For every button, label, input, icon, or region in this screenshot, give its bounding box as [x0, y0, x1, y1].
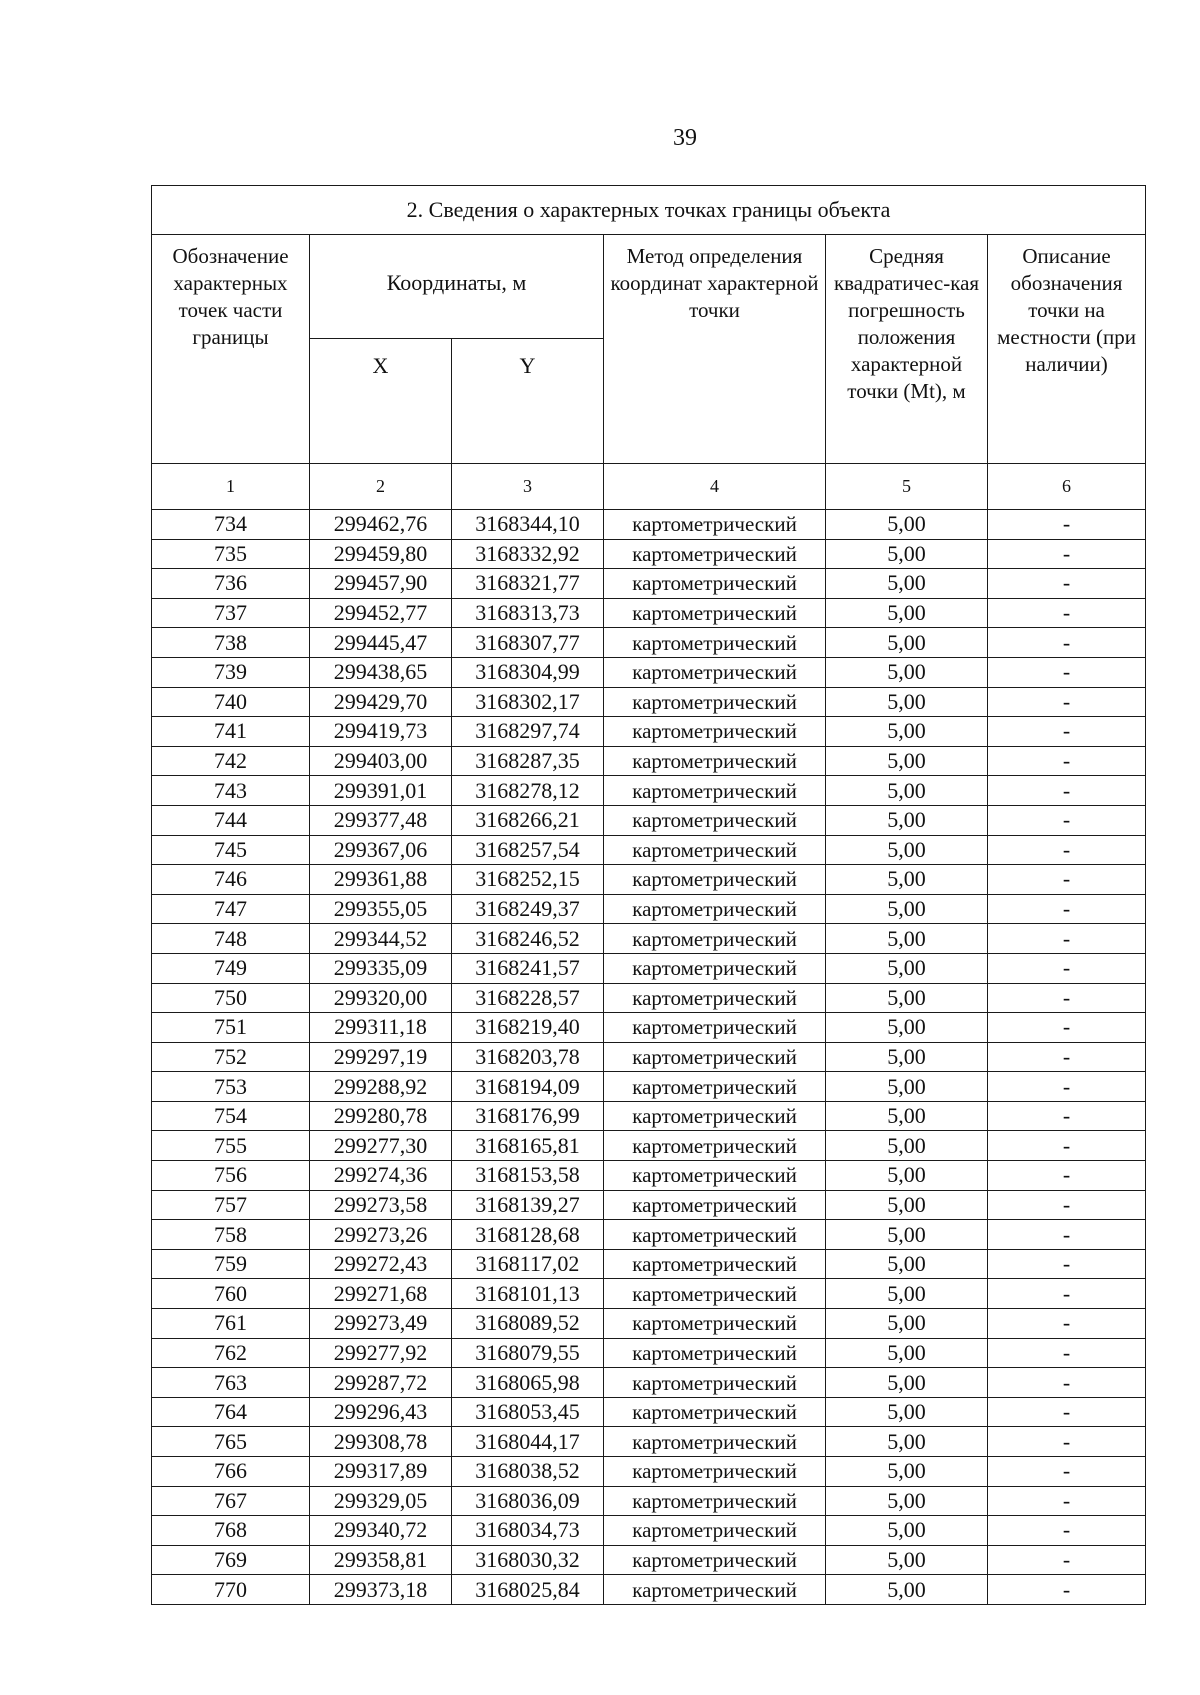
table-row — [152, 746, 1146, 776]
method-cell: картометрический — [604, 1279, 826, 1309]
column-numbers-row — [152, 464, 1146, 510]
method-cell: картометрический — [604, 1309, 826, 1339]
x-coordinate-cell: 299377,48 — [310, 805, 452, 835]
x-coordinate-cell: 299271,68 — [310, 1279, 452, 1309]
x-coordinate-cell: 299273,58 — [310, 1190, 452, 1220]
error-cell: 5,00 — [826, 628, 988, 658]
description-cell: - — [988, 1101, 1146, 1131]
point-id-cell: 761 — [152, 1309, 310, 1339]
page-number: 39 — [673, 125, 697, 151]
description-cell: - — [988, 1486, 1146, 1516]
method-cell: картометрический — [604, 776, 826, 806]
x-coordinate-cell: 299391,01 — [310, 776, 452, 806]
x-coordinate-cell: 299340,72 — [310, 1516, 452, 1546]
description-cell: - — [988, 1457, 1146, 1487]
point-id-cell: 739 — [152, 657, 310, 687]
point-id-cell: 766 — [152, 1457, 310, 1487]
description-cell: - — [988, 569, 1146, 599]
x-coordinate-cell: 299317,89 — [310, 1457, 452, 1487]
description-cell: - — [988, 687, 1146, 717]
x-coordinate-cell: 299361,88 — [310, 865, 452, 895]
method-cell: картометрический — [604, 1042, 826, 1072]
point-id-cell: 764 — [152, 1397, 310, 1427]
error-cell: 5,00 — [826, 598, 988, 628]
method-cell: картометрический — [604, 1072, 826, 1102]
description-cell: - — [988, 1072, 1146, 1102]
header-y: Y — [452, 339, 604, 464]
point-id-cell: 755 — [152, 1131, 310, 1161]
point-id-cell: 768 — [152, 1516, 310, 1546]
method-cell: картометрический — [604, 1457, 826, 1487]
y-coordinate-cell: 3168079,55 — [452, 1338, 604, 1368]
description-cell: - — [988, 539, 1146, 569]
y-coordinate-cell: 3168266,21 — [452, 805, 604, 835]
method-cell: картометрический — [604, 1486, 826, 1516]
method-cell: картометрический — [604, 717, 826, 747]
y-coordinate-cell: 3168252,15 — [452, 865, 604, 895]
error-cell: 5,00 — [826, 569, 988, 599]
y-coordinate-cell: 3168044,17 — [452, 1427, 604, 1457]
description-cell: - — [988, 953, 1146, 983]
table-row — [152, 805, 1146, 835]
column-number: 2 — [310, 464, 452, 510]
x-coordinate-cell: 299419,73 — [310, 717, 452, 747]
x-coordinate-cell: 299445,47 — [310, 628, 452, 658]
description-cell: - — [988, 1042, 1146, 1072]
error-cell: 5,00 — [826, 717, 988, 747]
y-coordinate-cell: 3168302,17 — [452, 687, 604, 717]
description-cell: - — [988, 1338, 1146, 1368]
table-row — [152, 1161, 1146, 1191]
table-row — [152, 569, 1146, 599]
x-coordinate-cell: 299459,80 — [310, 539, 452, 569]
x-coordinate-cell: 299403,00 — [310, 746, 452, 776]
error-cell: 5,00 — [826, 983, 988, 1013]
description-cell: - — [988, 835, 1146, 865]
error-cell: 5,00 — [826, 1457, 988, 1487]
table-row — [152, 1457, 1146, 1487]
table-row — [152, 1279, 1146, 1309]
error-cell: 5,00 — [826, 1575, 988, 1605]
description-cell: - — [988, 1279, 1146, 1309]
x-coordinate-cell: 299272,43 — [310, 1249, 452, 1279]
method-cell: картометрический — [604, 924, 826, 954]
y-coordinate-cell: 3168117,02 — [452, 1249, 604, 1279]
y-coordinate-cell: 3168036,09 — [452, 1486, 604, 1516]
error-cell: 5,00 — [826, 1279, 988, 1309]
header-error: Средняя квадратичес-кая погрешность положения характерной точки (Mt), м — [826, 235, 988, 464]
table-row — [152, 1368, 1146, 1398]
error-cell: 5,00 — [826, 1220, 988, 1250]
table-row — [152, 717, 1146, 747]
method-cell: картометрический — [604, 1427, 826, 1457]
table-row — [152, 1042, 1146, 1072]
point-id-cell: 770 — [152, 1575, 310, 1605]
point-id-cell: 741 — [152, 717, 310, 747]
y-coordinate-cell: 3168089,52 — [452, 1309, 604, 1339]
y-coordinate-cell: 3168025,84 — [452, 1575, 604, 1605]
x-coordinate-cell: 299320,00 — [310, 983, 452, 1013]
method-cell: картометрический — [604, 746, 826, 776]
method-cell: картометрический — [604, 1161, 826, 1191]
y-coordinate-cell: 3168065,98 — [452, 1368, 604, 1398]
point-id-cell: 763 — [152, 1368, 310, 1398]
error-cell: 5,00 — [826, 894, 988, 924]
y-coordinate-cell: 3168219,40 — [452, 1013, 604, 1043]
error-cell: 5,00 — [826, 1338, 988, 1368]
point-id-cell: 745 — [152, 835, 310, 865]
table-row — [152, 1220, 1146, 1250]
description-cell: - — [988, 1309, 1146, 1339]
description-cell: - — [988, 924, 1146, 954]
error-cell: 5,00 — [826, 953, 988, 983]
description-cell: - — [988, 894, 1146, 924]
method-cell: картометрический — [604, 894, 826, 924]
table-row — [152, 1575, 1146, 1605]
point-id-cell: 760 — [152, 1279, 310, 1309]
x-coordinate-cell: 299344,52 — [310, 924, 452, 954]
error-cell: 5,00 — [826, 1427, 988, 1457]
point-id-cell: 765 — [152, 1427, 310, 1457]
table-row — [152, 1131, 1146, 1161]
point-id-cell: 750 — [152, 983, 310, 1013]
table-row — [152, 1427, 1146, 1457]
table-row — [152, 539, 1146, 569]
error-cell: 5,00 — [826, 657, 988, 687]
point-id-cell: 746 — [152, 865, 310, 895]
point-id-cell: 756 — [152, 1161, 310, 1191]
method-cell: картометрический — [604, 657, 826, 687]
y-coordinate-cell: 3168344,10 — [452, 510, 604, 540]
point-id-cell: 747 — [152, 894, 310, 924]
point-id-cell: 738 — [152, 628, 310, 658]
method-cell: картометрический — [604, 953, 826, 983]
method-cell: картометрический — [604, 1013, 826, 1043]
method-cell: картометрический — [604, 510, 826, 540]
header-designation: Обозначение характерных точек части границы — [152, 235, 310, 464]
method-cell: картометрический — [604, 865, 826, 895]
table-row — [152, 687, 1146, 717]
x-coordinate-cell: 299355,05 — [310, 894, 452, 924]
table-row — [152, 776, 1146, 806]
method-cell: картометрический — [604, 1545, 826, 1575]
y-coordinate-cell: 3168203,78 — [452, 1042, 604, 1072]
y-coordinate-cell: 3168241,57 — [452, 953, 604, 983]
point-id-cell: 752 — [152, 1042, 310, 1072]
description-cell: - — [988, 628, 1146, 658]
y-coordinate-cell: 3168139,27 — [452, 1190, 604, 1220]
description-cell: - — [988, 1190, 1146, 1220]
column-number: 1 — [152, 464, 310, 510]
column-number: 3 — [452, 464, 604, 510]
method-cell: картометрический — [604, 1575, 826, 1605]
y-coordinate-cell: 3168030,32 — [452, 1545, 604, 1575]
y-coordinate-cell: 3168053,45 — [452, 1397, 604, 1427]
description-cell: - — [988, 983, 1146, 1013]
x-coordinate-cell: 299287,72 — [310, 1368, 452, 1398]
error-cell: 5,00 — [826, 1042, 988, 1072]
table-row — [152, 1190, 1146, 1220]
table-row — [152, 1545, 1146, 1575]
table-row — [152, 1013, 1146, 1043]
x-coordinate-cell: 299311,18 — [310, 1013, 452, 1043]
table-row — [152, 865, 1146, 895]
point-id-cell: 737 — [152, 598, 310, 628]
error-cell: 5,00 — [826, 1190, 988, 1220]
description-cell: - — [988, 1368, 1146, 1398]
point-id-cell: 735 — [152, 539, 310, 569]
method-cell: картометрический — [604, 1516, 826, 1546]
method-cell: картометрический — [604, 835, 826, 865]
description-cell: - — [988, 1131, 1146, 1161]
x-coordinate-cell: 299296,43 — [310, 1397, 452, 1427]
point-id-cell: 751 — [152, 1013, 310, 1043]
table-row — [152, 598, 1146, 628]
point-id-cell: 753 — [152, 1072, 310, 1102]
description-cell: - — [988, 1249, 1146, 1279]
method-cell: картометрический — [604, 687, 826, 717]
table-row — [152, 1338, 1146, 1368]
header-method: Метод определения координат характерной точки — [604, 235, 826, 464]
y-coordinate-cell: 3168165,81 — [452, 1131, 604, 1161]
description-cell: - — [988, 717, 1146, 747]
y-coordinate-cell: 3168038,52 — [452, 1457, 604, 1487]
point-id-cell: 744 — [152, 805, 310, 835]
table-row — [152, 628, 1146, 658]
description-cell: - — [988, 865, 1146, 895]
error-cell: 5,00 — [826, 1309, 988, 1339]
description-cell: - — [988, 1161, 1146, 1191]
x-coordinate-cell: 299358,81 — [310, 1545, 452, 1575]
y-coordinate-cell: 3168176,99 — [452, 1101, 604, 1131]
method-cell: картометрический — [604, 569, 826, 599]
error-cell: 5,00 — [826, 510, 988, 540]
section-title: 2. Сведения о характерных точках границы объекта — [152, 186, 1146, 235]
description-cell: - — [988, 746, 1146, 776]
table-row — [152, 835, 1146, 865]
error-cell: 5,00 — [826, 1072, 988, 1102]
table-row — [152, 894, 1146, 924]
error-cell: 5,00 — [826, 1013, 988, 1043]
x-coordinate-cell: 299367,06 — [310, 835, 452, 865]
error-cell: 5,00 — [826, 1516, 988, 1546]
method-cell: картометрический — [604, 1220, 826, 1250]
description-cell: - — [988, 1575, 1146, 1605]
error-cell: 5,00 — [826, 1486, 988, 1516]
y-coordinate-cell: 3168101,13 — [452, 1279, 604, 1309]
column-number: 6 — [988, 464, 1146, 510]
table-row — [152, 657, 1146, 687]
y-coordinate-cell: 3168034,73 — [452, 1516, 604, 1546]
method-cell: картометрический — [604, 1338, 826, 1368]
y-coordinate-cell: 3168321,77 — [452, 569, 604, 599]
header-coordinates: Координаты, м — [310, 235, 604, 339]
point-id-cell: 769 — [152, 1545, 310, 1575]
description-cell: - — [988, 1013, 1146, 1043]
table-row — [152, 1486, 1146, 1516]
error-cell: 5,00 — [826, 1545, 988, 1575]
point-id-cell: 734 — [152, 510, 310, 540]
error-cell: 5,00 — [826, 1131, 988, 1161]
method-cell: картометрический — [604, 805, 826, 835]
header-description: Описание обозначения точки на местности (при наличии) — [988, 235, 1146, 464]
x-coordinate-cell: 299429,70 — [310, 687, 452, 717]
description-cell: - — [988, 510, 1146, 540]
x-coordinate-cell: 299329,05 — [310, 1486, 452, 1516]
x-coordinate-cell: 299277,30 — [310, 1131, 452, 1161]
error-cell: 5,00 — [826, 776, 988, 806]
method-cell: картометрический — [604, 983, 826, 1013]
header-x: X — [310, 339, 452, 464]
y-coordinate-cell: 3168228,57 — [452, 983, 604, 1013]
error-cell: 5,00 — [826, 1249, 988, 1279]
y-coordinate-cell: 3168194,09 — [452, 1072, 604, 1102]
error-cell: 5,00 — [826, 1397, 988, 1427]
point-id-cell: 743 — [152, 776, 310, 806]
x-coordinate-cell: 299457,90 — [310, 569, 452, 599]
point-id-cell: 736 — [152, 569, 310, 599]
x-coordinate-cell: 299277,92 — [310, 1338, 452, 1368]
y-coordinate-cell: 3168246,52 — [452, 924, 604, 954]
method-cell: картометрический — [604, 1131, 826, 1161]
y-coordinate-cell: 3168304,99 — [452, 657, 604, 687]
x-coordinate-cell: 299308,78 — [310, 1427, 452, 1457]
method-cell: картометрический — [604, 1368, 826, 1398]
table-row — [152, 983, 1146, 1013]
x-coordinate-cell: 299438,65 — [310, 657, 452, 687]
description-cell: - — [988, 657, 1146, 687]
error-cell: 5,00 — [826, 1101, 988, 1131]
table-row — [152, 1397, 1146, 1427]
y-coordinate-cell: 3168128,68 — [452, 1220, 604, 1250]
error-cell: 5,00 — [826, 746, 988, 776]
point-id-cell: 748 — [152, 924, 310, 954]
table-row — [152, 1309, 1146, 1339]
x-coordinate-cell: 299373,18 — [310, 1575, 452, 1605]
table-row — [152, 1101, 1146, 1131]
description-cell: - — [988, 1516, 1146, 1546]
x-coordinate-cell: 299273,26 — [310, 1220, 452, 1250]
error-cell: 5,00 — [826, 835, 988, 865]
y-coordinate-cell: 3168287,35 — [452, 746, 604, 776]
y-coordinate-cell: 3168278,12 — [452, 776, 604, 806]
point-id-cell: 762 — [152, 1338, 310, 1368]
point-id-cell: 742 — [152, 746, 310, 776]
table-row — [152, 953, 1146, 983]
column-number: 4 — [604, 464, 826, 510]
error-cell: 5,00 — [826, 924, 988, 954]
point-id-cell: 740 — [152, 687, 310, 717]
method-cell: картометрический — [604, 1190, 826, 1220]
table-row — [152, 510, 1146, 540]
x-coordinate-cell: 299335,09 — [310, 953, 452, 983]
y-coordinate-cell: 3168307,77 — [452, 628, 604, 658]
description-cell: - — [988, 776, 1146, 806]
x-coordinate-cell: 299462,76 — [310, 510, 452, 540]
column-number: 5 — [826, 464, 988, 510]
table-row — [152, 1516, 1146, 1546]
table-row — [152, 924, 1146, 954]
method-cell: картометрический — [604, 628, 826, 658]
y-coordinate-cell: 3168313,73 — [452, 598, 604, 628]
x-coordinate-cell: 299297,19 — [310, 1042, 452, 1072]
y-coordinate-cell: 3168257,54 — [452, 835, 604, 865]
x-coordinate-cell: 299452,77 — [310, 598, 452, 628]
error-cell: 5,00 — [826, 687, 988, 717]
error-cell: 5,00 — [826, 1161, 988, 1191]
point-id-cell: 749 — [152, 953, 310, 983]
error-cell: 5,00 — [826, 539, 988, 569]
x-coordinate-cell: 299288,92 — [310, 1072, 452, 1102]
point-id-cell: 767 — [152, 1486, 310, 1516]
y-coordinate-cell: 3168332,92 — [452, 539, 604, 569]
method-cell: картометрический — [604, 1101, 826, 1131]
point-id-cell: 757 — [152, 1190, 310, 1220]
description-cell: - — [988, 1220, 1146, 1250]
description-cell: - — [988, 598, 1146, 628]
y-coordinate-cell: 3168297,74 — [452, 717, 604, 747]
y-coordinate-cell: 3168249,37 — [452, 894, 604, 924]
table-row — [152, 1249, 1146, 1279]
point-id-cell: 759 — [152, 1249, 310, 1279]
description-cell: - — [988, 1427, 1146, 1457]
x-coordinate-cell: 299274,36 — [310, 1161, 452, 1191]
method-cell: картометрический — [604, 1249, 826, 1279]
method-cell: картометрический — [604, 539, 826, 569]
point-id-cell: 758 — [152, 1220, 310, 1250]
description-cell: - — [988, 805, 1146, 835]
method-cell: картометрический — [604, 598, 826, 628]
y-coordinate-cell: 3168153,58 — [452, 1161, 604, 1191]
x-coordinate-cell: 299280,78 — [310, 1101, 452, 1131]
table-row — [152, 1072, 1146, 1102]
error-cell: 5,00 — [826, 805, 988, 835]
x-coordinate-cell: 299273,49 — [310, 1309, 452, 1339]
error-cell: 5,00 — [826, 865, 988, 895]
description-cell: - — [988, 1397, 1146, 1427]
point-id-cell: 754 — [152, 1101, 310, 1131]
boundary-points-table — [151, 185, 1146, 1605]
error-cell: 5,00 — [826, 1368, 988, 1398]
method-cell: картометрический — [604, 1397, 826, 1427]
table-body — [152, 510, 1146, 1605]
description-cell: - — [988, 1545, 1146, 1575]
